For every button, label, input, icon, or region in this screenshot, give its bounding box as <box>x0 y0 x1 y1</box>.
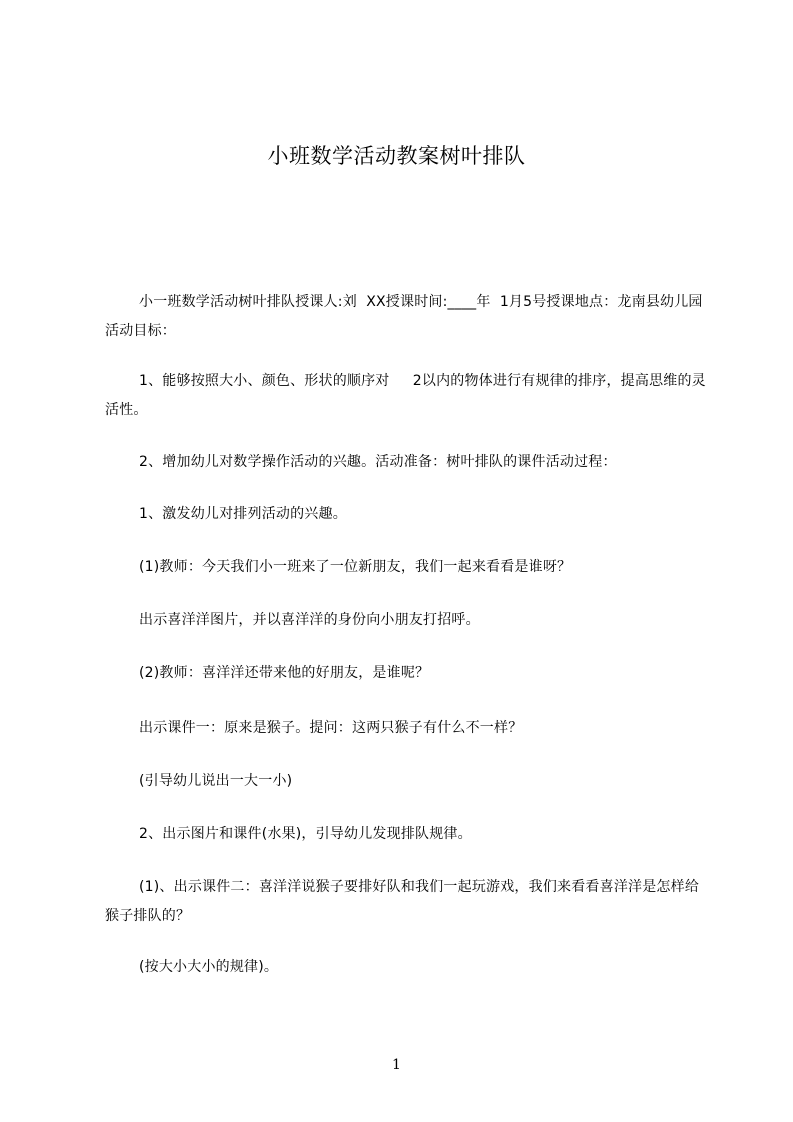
paragraph-courseware-1: 出示课件一：原来是猴子。提问：这两只猴子有什么不一样？ <box>139 720 523 736</box>
paragraph-intro: 小一班数学活动树叶排队授课人:刘 XX授课时间:____年 1月5号授课地点：龙南县幼儿园活动目标： <box>105 294 703 339</box>
paragraph-show-picture: 出示喜洋洋图片，并以喜洋洋的身份向小朋友打招呼。 <box>139 612 480 628</box>
paragraph-goal-1: 1、能够按照大小、颜色、形状的顺序对 2以内的物体进行有规律的排序，提高思维的灵活性。 <box>105 373 706 418</box>
paragraph-step-1: 1、激发幼儿对排列活动的兴趣。 <box>139 506 347 522</box>
paragraph-rule: (按大小大小的规律)。 <box>139 959 279 975</box>
page-number: 1 <box>392 1057 401 1073</box>
paragraph-step-1-1: (1)教师：今天我们小一班来了一位新朋友，我们一起来看看是谁呀？ <box>139 559 572 575</box>
paragraph-step-2-1: (1)、出示课件二：喜洋洋说猴子要排好队和我们一起玩游戏，我们来看看喜洋洋是怎样给猴子排队的？ <box>105 879 700 924</box>
page-title: 小班数学活动教案树叶排队 <box>267 144 526 168</box>
paragraph-guide: (引导幼儿说出一大一小) <box>139 773 293 789</box>
paragraph-step-1-2: (2)教师：喜洋洋还带来他的好朋友，是谁呢？ <box>139 665 430 681</box>
paragraph-goal-2: 2、增加幼儿对数学操作活动的兴趣。活动准备：树叶排队的课件活动过程： <box>139 454 617 470</box>
paragraph-step-2: 2、出示图片和课件(水果)，引导幼儿发现排队规律。 <box>139 826 472 842</box>
